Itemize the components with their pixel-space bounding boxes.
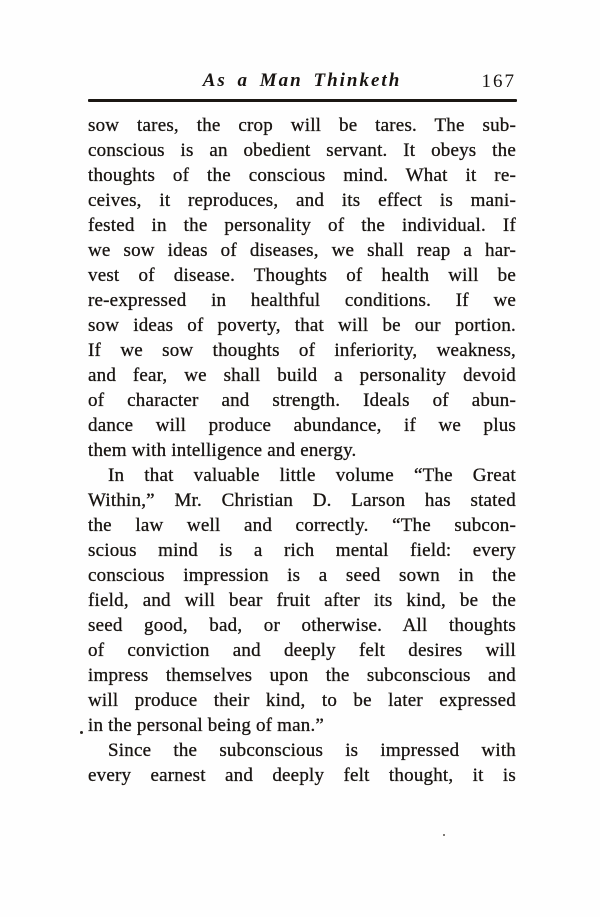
text-line: conscious is an obedient servant. It obeys the [88,140,516,161]
text-line: ceives, it reproduces, and its effect is mani- [88,190,516,211]
text-line: in the personal being of man.” [88,715,325,736]
text-line: fested in the personality of the individual. If [88,215,516,236]
text-line: them with intelligence and energy. [88,440,357,461]
text-line: sow tares, the crop will be tares. The sub- [88,115,516,136]
header-rule [88,99,517,102]
text-line: impress themselves upon the subconscious and [88,665,516,686]
text-line: every earnest and deeply felt thought, it is [88,765,516,786]
body-text [88,113,516,788]
ink-speck-artifact [80,731,83,734]
text-line: conscious impression is a seed sown in the [88,565,516,586]
text-line: If we sow thoughts of inferiority, weakness, [88,340,516,361]
text-line: vest of disease. Thoughts of health will be [88,265,516,286]
running-header [88,70,516,96]
text-line: sow ideas of poverty, that will be our portion. [88,315,516,336]
text-line: field, and will bear fruit after its kind, be the [88,590,516,611]
page-title: As a Man Thinketh [202,70,402,91]
text-line: and fear, we shall build a personality devoid [88,365,516,386]
text-line: of character and strength. Ideals of abun- [88,390,516,411]
text-line: seed good, bad, or otherwise. All thoughts [88,615,516,636]
text-line: scious mind is a rich mental field: every [88,540,516,561]
text-line: Since the subconscious is impressed with [108,740,516,761]
text-line: will produce their kind, to be later expressed [88,690,516,711]
ink-speck-artifact [443,834,445,836]
text-line: Within,” Mr. Christian D. Larson has stated [88,490,516,511]
text-line: dance will produce abundance, if we plus [88,415,516,436]
text-line: In that valuable little volume “The Great [108,465,516,486]
text-line: thoughts of the conscious mind. What it re- [88,165,516,186]
text-line: of conviction and deeply felt desires will [88,640,516,661]
text-line: we sow ideas of diseases, we shall reap a har- [88,240,516,261]
page-number: 167 [481,71,516,92]
text-line: re-expressed in healthful conditions. If we [88,290,516,311]
text-line: the law well and correctly. “The subcon- [88,515,516,536]
